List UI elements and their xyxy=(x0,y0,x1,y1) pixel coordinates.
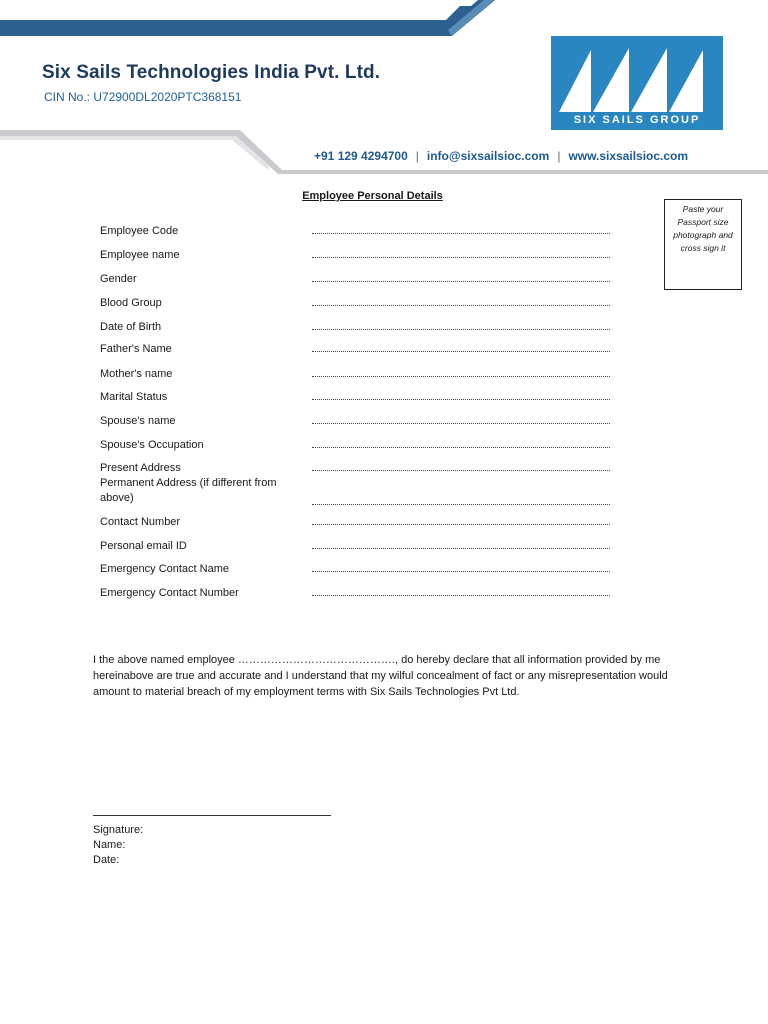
company-logo xyxy=(551,36,723,130)
field-label: Permanent Address (if different from above) xyxy=(100,477,277,504)
field-label: Present Address xyxy=(100,462,181,474)
field-input-line[interactable] xyxy=(312,595,610,596)
field-input-line[interactable] xyxy=(312,376,610,377)
field-input-line[interactable] xyxy=(312,571,610,572)
cin-number: CIN No.: U72900DL2020PTC368151 xyxy=(44,90,242,104)
contact-line xyxy=(314,149,688,163)
field-label: Mother's name xyxy=(100,368,173,380)
field-label: Spouse's Occupation xyxy=(100,439,204,451)
field-input-line[interactable] xyxy=(312,233,610,234)
sails-icon xyxy=(551,36,723,116)
field-label: Personal email ID xyxy=(100,540,187,552)
signature-label: Signature: xyxy=(93,824,144,836)
field-label: Marital Status xyxy=(100,391,168,403)
field-label: Employee Code xyxy=(100,225,179,237)
form-title: Employee Personal Details xyxy=(302,190,443,202)
field-input-line[interactable] xyxy=(312,548,610,549)
logo-text: SIX SAILS GROUP xyxy=(573,114,701,126)
field-label: Emergency Contact Name xyxy=(100,563,229,575)
field-input-line[interactable] xyxy=(312,399,610,400)
field-input-line[interactable] xyxy=(312,447,610,448)
signature-block xyxy=(93,823,143,868)
field-label: Contact Number xyxy=(100,516,181,528)
field-input-line[interactable] xyxy=(312,351,610,352)
separator: | xyxy=(557,149,561,163)
company-name: Six Sails Technologies India Pvt. Ltd. xyxy=(42,62,381,83)
name-label: Name: xyxy=(93,839,126,851)
website-link[interactable]: www.sixsailsioc.com xyxy=(568,149,689,163)
field-label: Emergency Contact Number xyxy=(100,587,239,599)
separator: | xyxy=(415,149,419,163)
field-input-line[interactable] xyxy=(312,423,610,424)
field-label: Employee name xyxy=(100,249,180,261)
field-label: Gender xyxy=(100,273,137,285)
field-input-line[interactable] xyxy=(312,257,610,258)
email-link[interactable]: info@sixsailsioc.com xyxy=(426,149,550,163)
field-label: Blood Group xyxy=(100,297,162,309)
signature-line xyxy=(93,815,331,816)
field-input-line[interactable] xyxy=(312,305,610,306)
field-label: Father's Name xyxy=(100,343,172,355)
gray-band-light xyxy=(0,136,270,170)
field-input-line[interactable] xyxy=(312,329,610,330)
photo-placeholder-box: Paste your Passport size photograph and cross sign it xyxy=(664,199,742,290)
top-blue-bar xyxy=(0,26,452,36)
declaration-text: I the above named employee ……………………………………., do hereby declare that all information provided by me hereinabove are true and accurate and I understand that my wilful concealment of fact or any misrepresentation would amount to material breach of my employment terms with Six Sails Technologies Pvt Ltd. xyxy=(93,654,668,698)
field-label: Spouse's name xyxy=(100,415,176,427)
date-label: Date: xyxy=(93,854,120,866)
field-input-line[interactable] xyxy=(312,504,610,505)
field-label: Date of Birth xyxy=(100,321,162,333)
phone-number: +91 129 4294700 xyxy=(314,149,408,163)
field-input-line[interactable] xyxy=(312,281,610,282)
field-input-line[interactable] xyxy=(312,470,610,471)
field-input-line[interactable] xyxy=(312,524,610,525)
